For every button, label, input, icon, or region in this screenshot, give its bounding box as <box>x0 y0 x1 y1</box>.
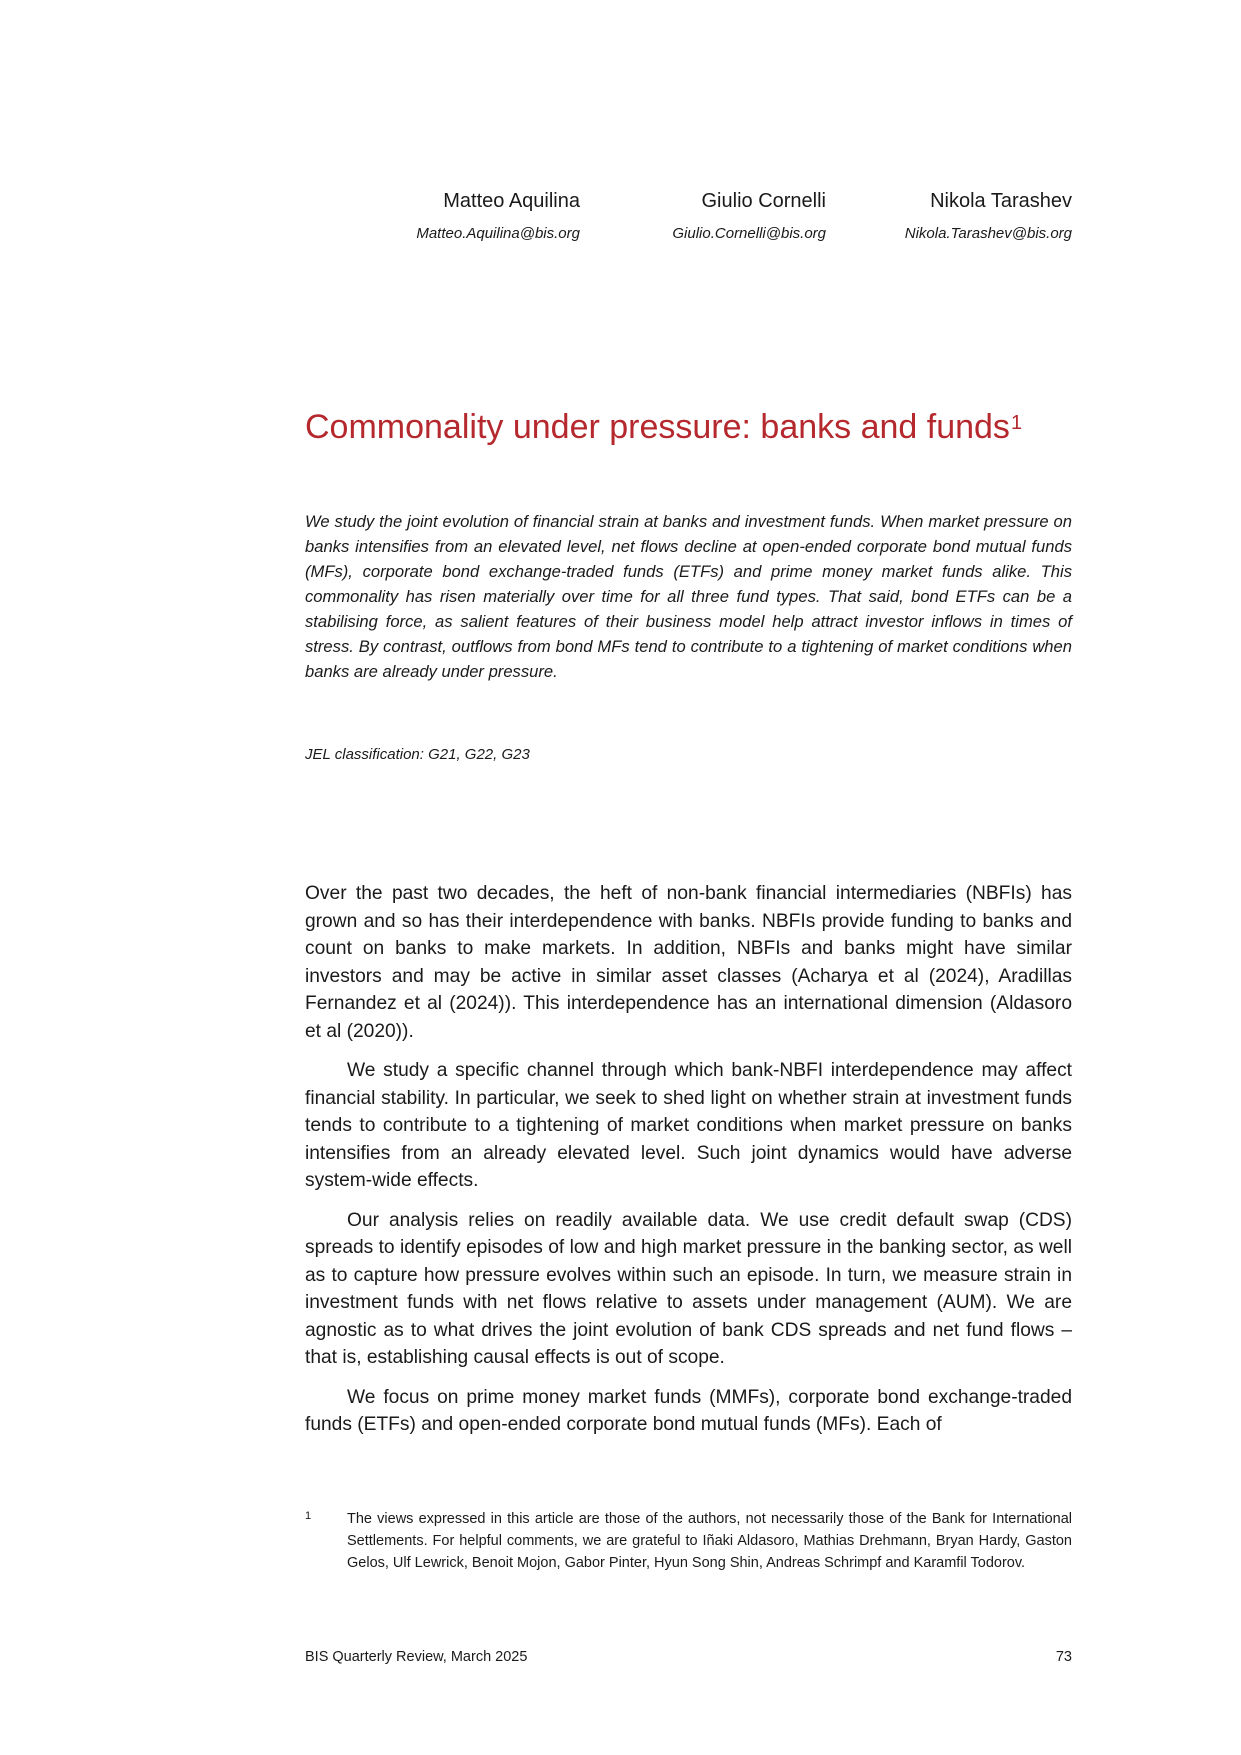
author-name: Matteo Aquilina <box>443 190 580 212</box>
article-body <box>305 880 1072 1451</box>
author-email[interactable]: Nikola.Tarashev@bis.org <box>904 225 1072 242</box>
author-email[interactable]: Matteo.Aquilina@bis.org <box>416 225 580 242</box>
body-paragraph: Over the past two decades, the heft of non-bank financial intermediaries (NBFIs) has grown and so has their interdependence with banks. NBFIs provide funding to banks and count on banks to make markets. In addition, NBFIs and banks might have similar investors and may be active in similar asset classes (Acharya et al (2024), Aradillas Fernandez et al (2024)). This interdependence has an international dimension (Aldasoro et al (2020)). <box>305 883 1072 1042</box>
jel-classification: JEL classification: G21, G22, G23 <box>305 746 530 763</box>
author-block <box>360 188 580 244</box>
author-block <box>606 188 826 244</box>
body-paragraph: Our analysis relies on readily available data. We use credit default swap (CDS) spreads to identify episodes of low and high market pressure in the banking sector, as well as to capture how pressure evolves within such an episode. In turn, we measure strain in investment funds with net flows relative to assets under management (AUM). We are agnostic as to what drives the joint evolution of bank CDS spreads and net fund flows – that is, establishing causal effects is out of scope. <box>305 1209 1072 1368</box>
author-block <box>852 188 1072 244</box>
author-name: Nikola Tarashev <box>930 190 1072 212</box>
article-title <box>305 405 1085 449</box>
author-list <box>360 188 1072 244</box>
title-footnote-mark[interactable]: 1 <box>1010 412 1023 434</box>
author-name: Giulio Cornelli <box>701 190 826 212</box>
body-paragraph: We study a specific channel through which bank-NBFI interdependence may affect financial stability. In particular, we seek to shed light on whether strain at investment funds tends to contribute to a tightening of market conditions when market pressure on banks intensifies from an already elevated level. Such joint dynamics would have adverse system-wide effects. <box>305 1060 1072 1191</box>
body-paragraph: We focus on prime money market funds (MMFs), corporate bond exchange-traded funds (ETFs) and open-ended corporate bond mutual funds (MFs). Each of <box>305 1386 1072 1435</box>
page-number: 73 <box>1055 1649 1072 1665</box>
footnote <box>305 1508 1072 1574</box>
abstract: We study the joint evolution of financial strain at banks and investment funds. When market pressure on banks intensifies from an elevated level, net flows decline at open-ended corporate bond mutual funds (MFs), corporate bond exchange-traded funds (ETFs) and prime money market funds alike. This commonality has risen materially over time for all three fund types. That said, bond ETFs can be a stabilising force, as salient features of their business model help attract investor inflows in times of stress. By contrast, outflows from bond MFs tend to contribute to a tightening of market conditions when banks are already under pressure. <box>305 512 1072 681</box>
footnote-mark: 1 <box>305 1510 312 1522</box>
footnote-text: The views expressed in this article are those of the authors, not necessarily those of the Bank for International Settlements. For helpful comments, we are grateful to Iñaki Aldasoro, Mathias Drehmann, Bryan Hardy, Gaston Gelos, Ulf Lewrick, Benoit Mojon, Gabor Pinter, Hyun Song Shin, Andreas Schrimpf and Karamfil Todorov. <box>347 1511 1072 1571</box>
article-title-text: Commonality under pressure: banks and funds <box>305 408 1010 446</box>
footer-publication: BIS Quarterly Review, March 2025 <box>305 1649 528 1665</box>
author-email[interactable]: Giulio.Cornelli@bis.org <box>672 225 826 242</box>
